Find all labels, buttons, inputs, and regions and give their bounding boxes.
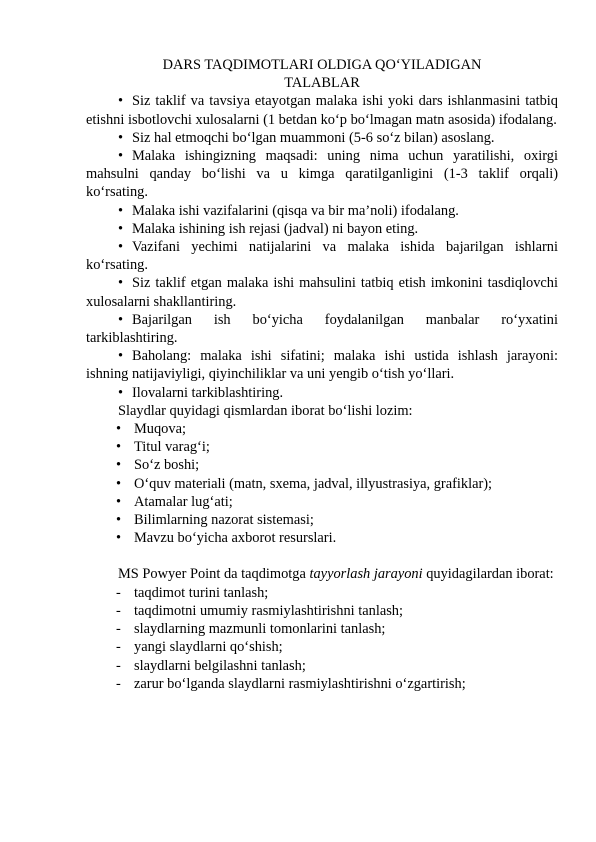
list-item: - yangi slaydlarni qo‘shish; bbox=[116, 639, 283, 656]
bullet-icon: • bbox=[116, 439, 122, 456]
requirement-item: • Malaka ishi vazifalarini (qisqa va bir ma’noli) ifodalang. bbox=[118, 202, 459, 219]
dash-icon: - bbox=[116, 602, 121, 619]
list-item: • Mavzu bo‘yicha axborot resurslari. bbox=[116, 530, 337, 547]
dash-icon: - bbox=[116, 584, 121, 601]
bullet-icon: • bbox=[118, 311, 124, 328]
slide-parts-list bbox=[86, 420, 558, 547]
dash-icon: - bbox=[116, 657, 121, 674]
process-intro: MS Powyer Point da taqdimotga tayyorlash jarayoni quyidagilardan iborat: bbox=[118, 566, 554, 583]
requirement-item: • Siz taklif etgan malaka ishi mahsulini tatbiq etish imkonini tasdiqlovchi xulosalarni shakllantiring. bbox=[86, 275, 558, 310]
bullet-icon: • bbox=[118, 275, 124, 292]
list-item: • O‘quv materiali (matn, sxema, jadval, illyustrasiya, grafiklar); bbox=[116, 475, 493, 492]
list-item: • Muqova; bbox=[116, 421, 186, 438]
requirement-item: • Malaka ishining ish rejasi (jadval) ni bayon eting. bbox=[118, 220, 419, 237]
dash-icon: - bbox=[116, 621, 121, 638]
bullet-icon: • bbox=[118, 239, 124, 256]
list-item: - zarur bo‘lganda slaydlarni rasmiylashtirishni o‘zgartirish; bbox=[116, 675, 466, 692]
requirement-item: • Vazifani yechimi natijalarini va malaka ishida bajarilgan ishlarni ko‘rsating. bbox=[86, 239, 558, 274]
bullet-icon: • bbox=[118, 384, 124, 401]
requirement-item: • Siz taklif va tavsiya etayotgan malaka ishi yoki dars ishlanmasini tatbiq etishni isbotlovchi xulosalarni (1 betdan ko‘p bo‘lmagan matn asosida) ifodalang. bbox=[86, 93, 558, 128]
bullet-icon: • bbox=[118, 129, 124, 146]
slides-intro: Slaydlar quyidagi qismlardan iborat bo‘lishi lozim: bbox=[118, 402, 413, 419]
bullet-icon: • bbox=[116, 512, 122, 529]
bullet-icon: • bbox=[118, 148, 124, 165]
page-title bbox=[86, 56, 558, 92]
bullet-icon: • bbox=[116, 493, 122, 510]
bullet-icon: • bbox=[116, 530, 122, 547]
bullet-icon: • bbox=[118, 202, 124, 219]
list-item: • So‘z boshi; bbox=[116, 457, 200, 474]
title-line-1: DARS TAQDIMOTLARI OLDIGA QO‘YILADIGAN bbox=[162, 57, 482, 73]
dash-icon: - bbox=[116, 639, 121, 656]
list-item: • Bilimlarning nazorat sistemasi; bbox=[116, 512, 314, 529]
list-item: • Atamalar lug‘ati; bbox=[116, 493, 233, 510]
bullet-icon: • bbox=[116, 475, 122, 492]
requirement-item: • Bajarilgan ish bo‘yicha foydalanilgan manbalar ro‘yxatini tarkiblashtiring. bbox=[86, 311, 558, 347]
requirement-item: • Siz hal etmoqchi bo‘lgan muammoni (5-6 so‘z bilan) asoslang. bbox=[118, 129, 495, 146]
list-item: - slaydlarni belgilashni tanlash; bbox=[116, 657, 306, 674]
bullet-icon: • bbox=[118, 93, 124, 110]
dash-icon: - bbox=[116, 675, 121, 692]
requirement-item: • Ilovalarni tarkiblashtiring. bbox=[118, 384, 284, 401]
list-item: - slaydlarning mazmunli tomonlarini tanlash; bbox=[116, 621, 386, 638]
list-item: - taqdimotni umumiy rasmiylashtirishni tanlash; bbox=[116, 602, 404, 619]
requirements-list bbox=[86, 92, 558, 401]
bullet-icon: • bbox=[116, 421, 122, 438]
requirement-item: • Malaka ishingizning maqsadi: uning nima uchun yaratilishi, oxirgi mahsulni qanday bo‘lishi va u kimga qaratilganligini (1-3 taklif orqali) ko‘rsating. bbox=[86, 148, 558, 201]
list-item: - taqdimot turini tanlash; bbox=[116, 584, 269, 601]
requirement-item: • Baholang: malaka ishi sifatini; malaka ishi ustida ishlash jarayoni: ishning natijaviyligi, qiyinchiliklar va uni yengib o‘tish yo‘llari. bbox=[86, 348, 558, 383]
list-item: • Titul varag‘i; bbox=[116, 439, 210, 456]
bullet-icon: • bbox=[116, 457, 122, 474]
process-steps-list bbox=[86, 584, 558, 693]
title-line-2: TALABLAR bbox=[284, 75, 360, 92]
document-page bbox=[86, 56, 558, 693]
bullet-icon: • bbox=[118, 220, 124, 237]
paragraph-gap bbox=[86, 547, 558, 565]
bullet-icon: • bbox=[118, 348, 124, 365]
